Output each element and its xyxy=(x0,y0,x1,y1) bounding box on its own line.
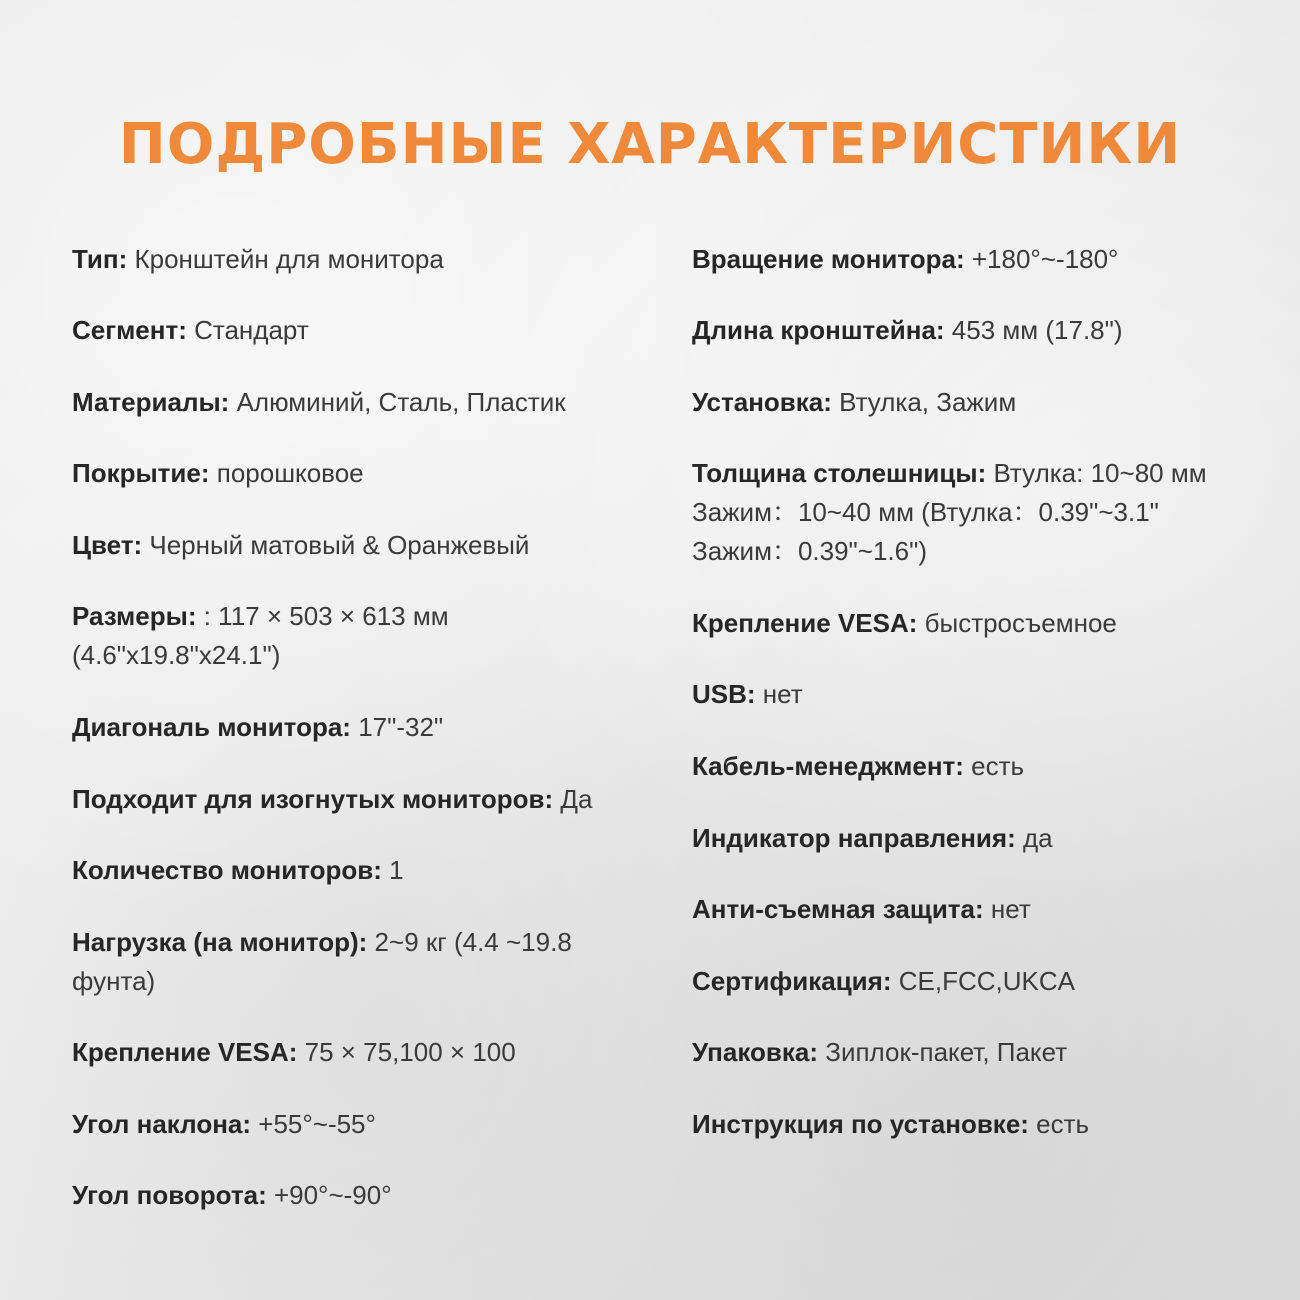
spec-label: Покрытие: xyxy=(72,458,210,488)
spec-anti-removal xyxy=(692,890,1272,929)
spec-installation xyxy=(692,383,1272,422)
spec-value: есть xyxy=(963,751,1025,781)
spec-type xyxy=(72,240,642,279)
spec-segment xyxy=(72,311,642,350)
spec-value: Кронштейн для монитора xyxy=(127,244,444,274)
spec-value: 1 xyxy=(381,855,404,885)
spec-label: Крепление VESA: xyxy=(72,1037,298,1067)
spec-label: Упаковка: xyxy=(692,1037,819,1067)
spec-vesa-mount xyxy=(72,1033,642,1072)
spec-label: Длина кронштейна: xyxy=(692,315,945,345)
spec-label: Сегмент: xyxy=(72,315,187,345)
spec-value: 453 мм (17.8") xyxy=(944,315,1123,345)
spec-label: Материалы: xyxy=(72,387,230,417)
spec-label: Цвет: xyxy=(72,530,143,560)
spec-label: Диагональ монитора: xyxy=(72,712,351,742)
spec-value: Втулка: 10~80 мм Зажим：10~40 мм (Втулка：0.39"~3.1" Зажим：0.39"~1.6") xyxy=(692,458,1207,566)
spec-rotation xyxy=(692,240,1272,279)
spec-label: Инструкция по установке: xyxy=(692,1109,1029,1139)
spec-value: : 117 × 503 × 613 мм (4.6"x19.8"x24.1") xyxy=(72,601,449,670)
spec-value: CE,FCC,UKCA xyxy=(891,966,1075,996)
spec-label: Тип: xyxy=(72,244,128,274)
spec-vesa-quick-release xyxy=(692,604,1272,643)
spec-value: Втулка, Зажим xyxy=(831,387,1017,417)
spec-label: Угол наклона: xyxy=(72,1109,252,1139)
page-title: ПОДРОБНЫЕ ХАРАКТЕРИСТИКИ xyxy=(118,112,1182,177)
spec-certification xyxy=(692,962,1272,1001)
spec-label: Анти-съемная защита: xyxy=(692,894,984,924)
spec-label: Нагрузка (на монитор): xyxy=(72,927,368,957)
spec-value: 75 × 75,100 × 100 xyxy=(297,1037,516,1067)
spec-value: +90°~-90° xyxy=(266,1180,392,1210)
spec-label: Угол поворота: xyxy=(72,1180,267,1210)
spec-value: Черный матовый & Оранжевый xyxy=(142,530,530,560)
spec-value: 2~9 кг (4.4 ~19.8 фунта) xyxy=(72,927,572,996)
spec-value: нет xyxy=(755,679,803,709)
spec-color xyxy=(72,526,642,565)
spec-curved-monitors xyxy=(72,780,642,819)
spec-value: быстросъемное xyxy=(917,608,1117,638)
spec-value: Алюминий, Сталь, Пластик xyxy=(229,387,566,417)
spec-label: Размеры: xyxy=(72,601,197,631)
spec-usb xyxy=(692,675,1272,714)
spec-label: Крепление VESA: xyxy=(692,608,918,638)
spec-value: +180°~-180° xyxy=(964,244,1119,274)
spec-coating xyxy=(72,454,642,493)
spec-installation-guide xyxy=(692,1105,1272,1144)
spec-label: Кабель-менеджмент: xyxy=(692,751,964,781)
spec-monitor-diagonal xyxy=(72,708,642,747)
spec-value: Да xyxy=(553,784,593,814)
spec-swivel-angle xyxy=(72,1176,642,1215)
spec-label: Вращение монитора: xyxy=(692,244,965,274)
spec-arm-length xyxy=(692,311,1272,350)
spec-value: порошковое xyxy=(209,458,364,488)
spec-dimensions xyxy=(72,597,502,675)
spec-label: Толщина столешницы: xyxy=(692,458,987,488)
spec-value: Зиплок-пакет, Пакет xyxy=(818,1037,1068,1067)
spec-monitor-count xyxy=(72,851,642,890)
spec-label: USB: xyxy=(692,679,756,709)
spec-desk-thickness xyxy=(692,454,1252,571)
spec-label: Количество мониторов: xyxy=(72,855,382,885)
spec-tilt-angle xyxy=(72,1105,642,1144)
spec-label: Индикатор направления: xyxy=(692,823,1016,853)
spec-value: Стандарт xyxy=(186,315,309,345)
spec-value: нет xyxy=(983,894,1031,924)
spec-cable-management xyxy=(692,747,1272,786)
spec-materials xyxy=(72,383,642,422)
spec-load xyxy=(72,923,632,1001)
spec-label: Установка: xyxy=(692,387,832,417)
spec-value: 17"-32" xyxy=(350,712,444,742)
spec-value: да xyxy=(1015,823,1053,853)
spec-label: Подходит для изогнутых мониторов: xyxy=(72,784,554,814)
spec-direction-indicator xyxy=(692,819,1272,858)
spec-value: есть xyxy=(1028,1109,1090,1139)
spec-value: +55°~-55° xyxy=(251,1109,376,1139)
spec-packaging xyxy=(692,1033,1272,1072)
spec-label: Сертификация: xyxy=(692,966,892,996)
